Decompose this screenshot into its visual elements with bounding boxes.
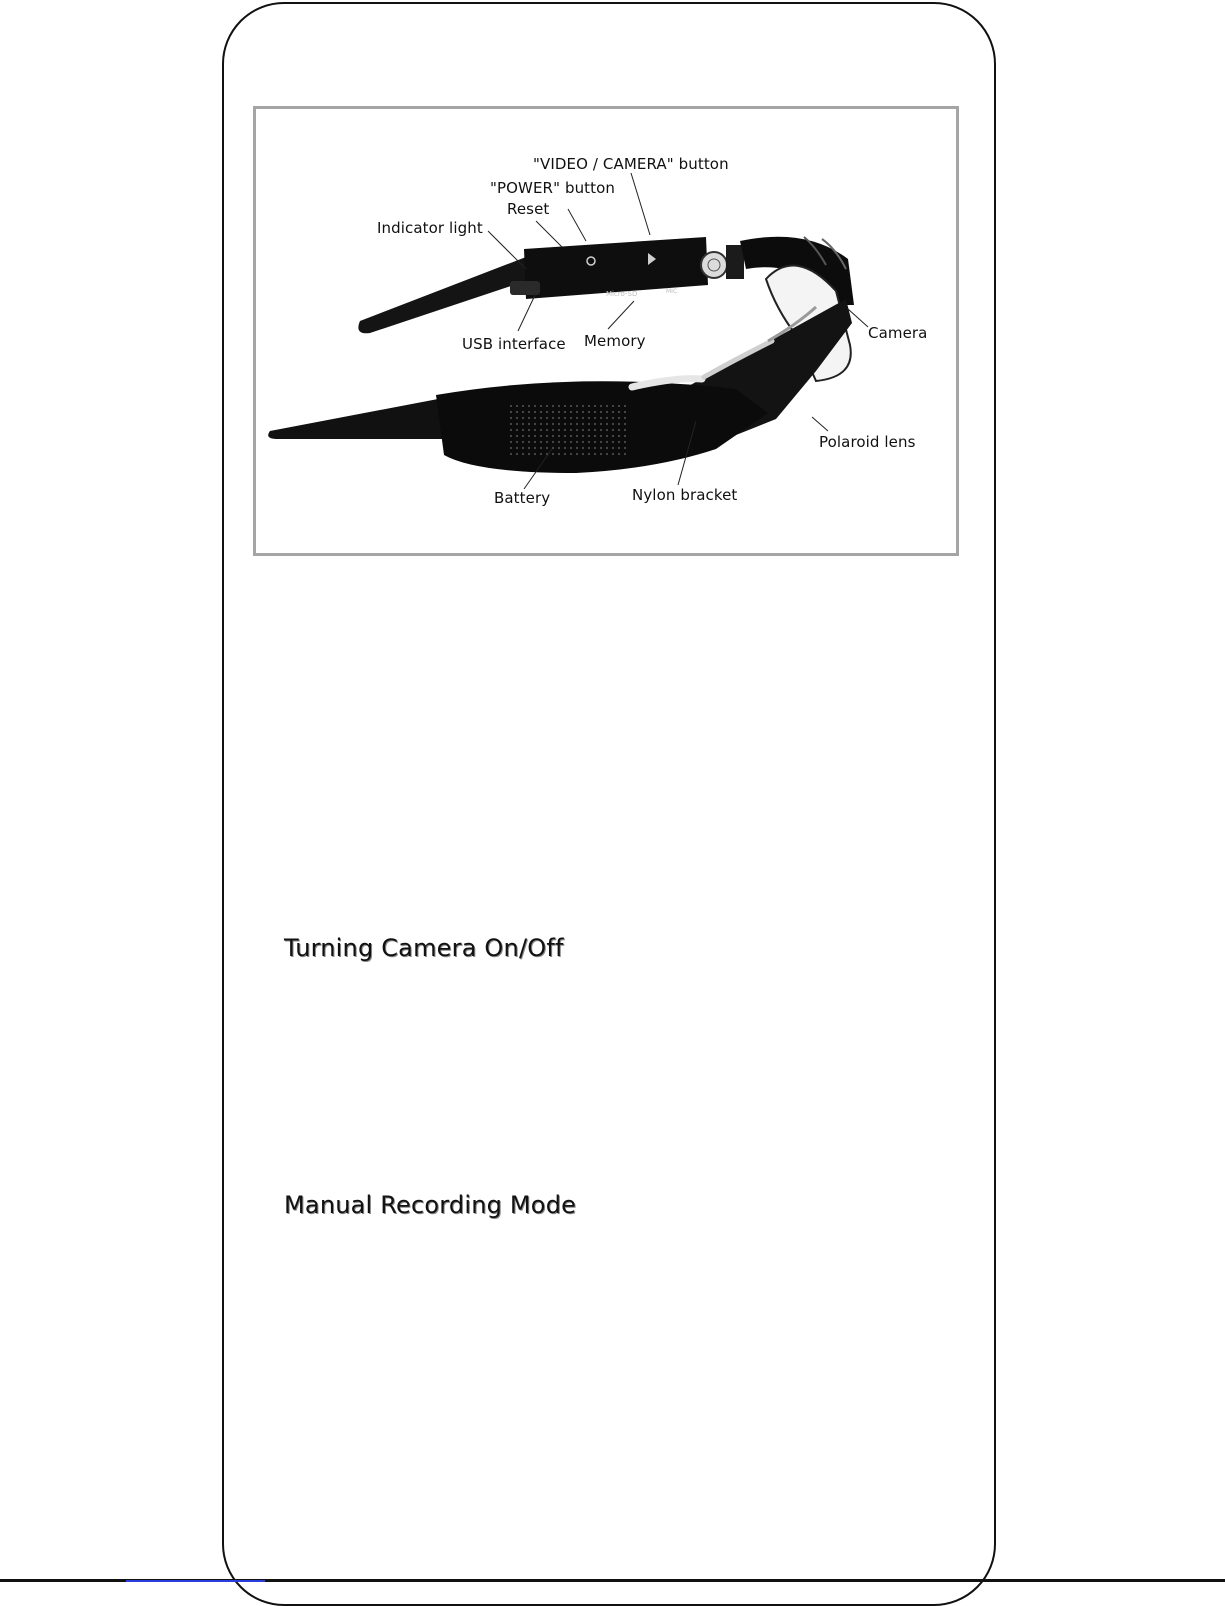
footer-link-underline[interactable] bbox=[126, 1580, 265, 1582]
heading-turning-camera-on-off: Turning Camera On/Off bbox=[284, 934, 564, 962]
label-polaroid-lens: Polaroid lens bbox=[819, 433, 916, 451]
mic-marking: MIC bbox=[666, 288, 678, 295]
hinge-dial bbox=[701, 252, 727, 278]
sunglasses-illustration bbox=[256, 109, 956, 553]
label-battery: Battery bbox=[494, 489, 551, 507]
label-power-button: "POWER" button bbox=[490, 179, 616, 197]
micro-sd-marking: Micro-SD bbox=[606, 290, 638, 298]
product-diagram bbox=[253, 106, 959, 556]
label-camera: Camera bbox=[868, 324, 928, 342]
battery-grille bbox=[508, 405, 626, 457]
label-reset: Reset bbox=[507, 200, 550, 218]
label-indicator-light: Indicator light bbox=[377, 219, 483, 237]
far-temple-arm bbox=[358, 257, 532, 333]
heading-manual-recording-mode: Manual Recording Mode bbox=[284, 1191, 577, 1219]
near-temple-arm bbox=[268, 399, 446, 439]
label-nylon-bracket: Nylon bracket bbox=[632, 486, 738, 504]
label-memory: Memory bbox=[584, 332, 646, 350]
label-usb-interface: USB interface bbox=[462, 335, 566, 353]
label-video-camera-button: "VIDEO / CAMERA" button bbox=[533, 155, 729, 173]
